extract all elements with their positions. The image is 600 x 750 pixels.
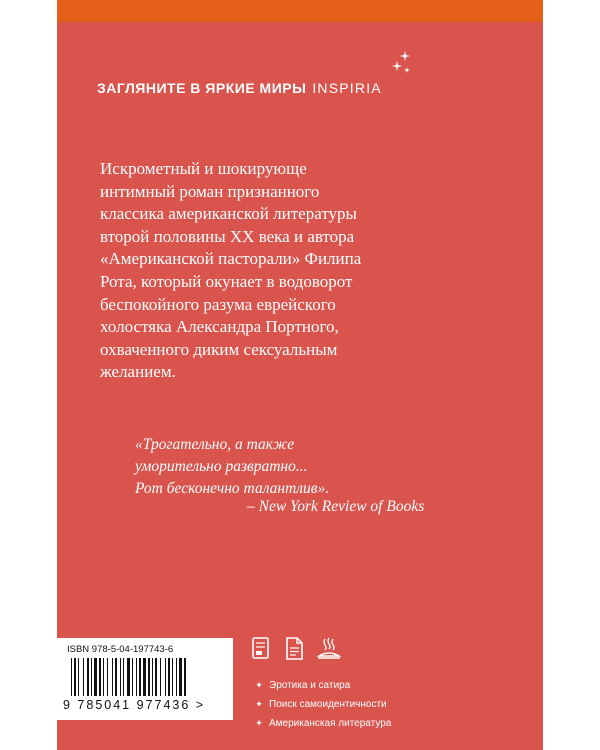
blurb-line: «Американской пасторали» Филипа bbox=[100, 249, 362, 269]
back-cover bbox=[57, 0, 543, 750]
genre-tag-label: Эротика и сатира bbox=[269, 680, 351, 691]
hot-dish-icon bbox=[316, 636, 342, 662]
category-icons bbox=[250, 636, 350, 666]
blurb-line: желанием. bbox=[100, 362, 176, 382]
sparkle-icon: ✦ bbox=[255, 718, 263, 728]
top-color-band bbox=[57, 0, 543, 22]
genre-tag-label: Американская литература bbox=[269, 718, 392, 729]
series-title bbox=[97, 80, 382, 96]
genre-tag-label: Поиск самоидентичности bbox=[269, 699, 387, 710]
genre-tag bbox=[253, 695, 391, 714]
quote-line: уморительно развратно... bbox=[135, 458, 308, 475]
blurb-line: Рота, который окунает в водоворот bbox=[100, 271, 353, 291]
genre-tag bbox=[253, 714, 391, 733]
document-icon bbox=[283, 636, 305, 662]
review-quote bbox=[135, 434, 455, 500]
blurb-line: беспокойного разума еврейского bbox=[100, 294, 336, 314]
blurb-line: охваченного диким сексуальным bbox=[100, 339, 338, 359]
blurb-line: интимный роман признанного bbox=[100, 181, 320, 201]
book-icon bbox=[250, 636, 272, 662]
book-blurb bbox=[100, 158, 430, 384]
blurb-line: Искрометный и шокирующе bbox=[100, 159, 307, 178]
quote-line: Рот бесконечно талантлив». bbox=[135, 480, 330, 497]
genre-tags bbox=[253, 676, 391, 733]
blurb-line: второй половины XX века и автора bbox=[100, 226, 355, 246]
sparkle-stars-icon bbox=[387, 48, 417, 78]
sparkle-icon: ✦ bbox=[255, 680, 263, 690]
blurb-line: холостяка Александра Портного, bbox=[100, 317, 339, 337]
isbn-barcode bbox=[57, 638, 233, 720]
quote-line: «Трогательно, а также bbox=[135, 436, 295, 453]
barcode-icon bbox=[63, 658, 227, 698]
series-brand: INSPIRIA bbox=[312, 80, 382, 96]
blurb-line: классика американской литературы bbox=[100, 204, 357, 224]
barcode-number: 9 785041 977436 > bbox=[63, 698, 206, 712]
isbn-label: ISBN 978-5-04-197743-6 bbox=[67, 644, 174, 655]
sparkle-icon: ✦ bbox=[255, 699, 263, 709]
quote-attribution: – New York Review of Books bbox=[247, 498, 425, 515]
genre-tag bbox=[253, 676, 391, 695]
series-heading: ЗАГЛЯНИТЕ В ЯРКИЕ МИРЫ bbox=[97, 80, 307, 96]
